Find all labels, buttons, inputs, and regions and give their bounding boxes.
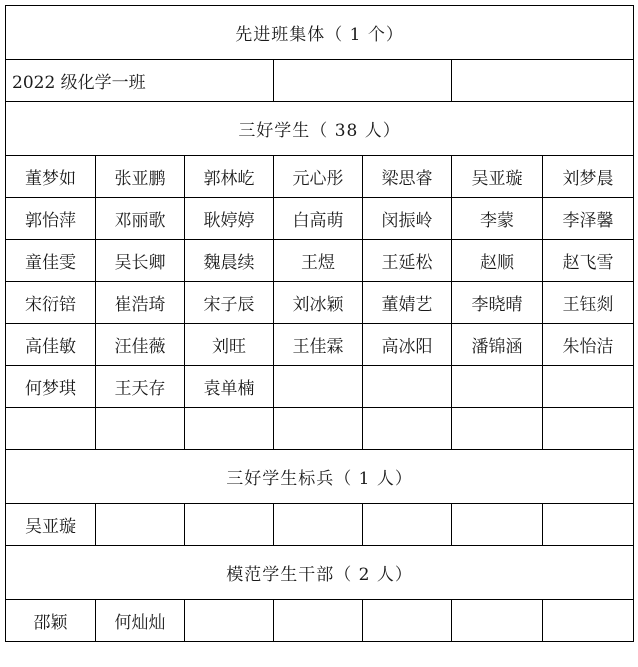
empty-cell	[274, 504, 363, 546]
student-name: 宋子辰	[185, 282, 274, 324]
student-name: 高佳敏	[6, 324, 96, 366]
student-name: 耿婷婷	[185, 198, 274, 240]
empty-cell	[274, 408, 363, 450]
student-name: 刘梦晨	[543, 156, 634, 198]
merit-students-row	[6, 282, 634, 324]
advanced-class-heading: 先进班集体（ 1 个）	[6, 6, 634, 60]
student-name: 郭怡萍	[6, 198, 96, 240]
empty-cell	[185, 408, 274, 450]
advanced-class-name: 2022 级化学一班	[6, 60, 274, 102]
empty-cell	[185, 600, 274, 642]
empty-cell	[543, 408, 634, 450]
empty-cell	[543, 366, 634, 408]
student-name: 邵颖	[6, 600, 96, 642]
empty-cell	[363, 600, 452, 642]
empty-cell	[96, 504, 185, 546]
empty-cell	[543, 504, 634, 546]
student-name: 梁思睿	[363, 156, 452, 198]
model-merit-student-heading: 三好学生标兵（ 1 人）	[6, 450, 634, 504]
empty-cell	[452, 408, 543, 450]
model-merit-student-row	[6, 504, 634, 546]
merit-students-row	[6, 324, 634, 366]
empty-cell	[363, 408, 452, 450]
empty-cell	[543, 600, 634, 642]
model-cadres-row	[6, 600, 634, 642]
advanced-class-row	[6, 60, 634, 102]
student-name: 王钰剡	[543, 282, 634, 324]
student-name: 赵飞雪	[543, 240, 634, 282]
student-name: 魏晨续	[185, 240, 274, 282]
student-name: 郭林屹	[185, 156, 274, 198]
student-name: 董婧艺	[363, 282, 452, 324]
empty-cell	[6, 408, 96, 450]
empty-cell	[274, 60, 452, 102]
blank-row	[6, 408, 634, 450]
student-name: 崔浩琦	[96, 282, 185, 324]
award-list-document	[5, 5, 633, 661]
student-name: 元心彤	[274, 156, 363, 198]
empty-cell	[185, 504, 274, 546]
student-name: 张亚鹏	[96, 156, 185, 198]
student-name: 吴亚璇	[6, 504, 96, 546]
empty-cell	[452, 366, 543, 408]
merit-students-row	[6, 240, 634, 282]
student-name: 王延松	[363, 240, 452, 282]
empty-cell	[452, 60, 634, 102]
student-name: 袁单楠	[185, 366, 274, 408]
student-name: 李泽馨	[543, 198, 634, 240]
merit-students-heading: 三好学生（ 38 人）	[6, 102, 634, 156]
student-name: 邓丽歌	[96, 198, 185, 240]
model-cadres-heading: 模范学生干部（ 2 人）	[6, 546, 634, 600]
empty-cell	[363, 504, 452, 546]
empty-cell	[452, 600, 543, 642]
empty-cell	[274, 600, 363, 642]
empty-cell	[363, 366, 452, 408]
student-name: 闵振岭	[363, 198, 452, 240]
student-name: 白高萌	[274, 198, 363, 240]
empty-cell	[452, 504, 543, 546]
student-name: 赵顺	[452, 240, 543, 282]
merit-students-row	[6, 156, 634, 198]
student-name: 潘锦涵	[452, 324, 543, 366]
student-name: 宋衍锫	[6, 282, 96, 324]
merit-students-row	[6, 366, 634, 408]
student-name: 何梦琪	[6, 366, 96, 408]
student-name: 童佳雯	[6, 240, 96, 282]
student-name: 何灿灿	[96, 600, 185, 642]
empty-cell	[274, 366, 363, 408]
student-name: 王煜	[274, 240, 363, 282]
student-name: 朱怡洁	[543, 324, 634, 366]
student-name: 董梦如	[6, 156, 96, 198]
award-table	[5, 5, 634, 642]
student-name: 吴亚璇	[452, 156, 543, 198]
student-name: 汪佳薇	[96, 324, 185, 366]
student-name: 高冰阳	[363, 324, 452, 366]
student-name: 王佳霖	[274, 324, 363, 366]
student-name: 刘冰颖	[274, 282, 363, 324]
student-name: 吴长卿	[96, 240, 185, 282]
merit-students-row	[6, 198, 634, 240]
student-name: 王天存	[96, 366, 185, 408]
student-name: 李晓晴	[452, 282, 543, 324]
empty-cell	[96, 408, 185, 450]
student-name: 刘旺	[185, 324, 274, 366]
student-name: 李蒙	[452, 198, 543, 240]
